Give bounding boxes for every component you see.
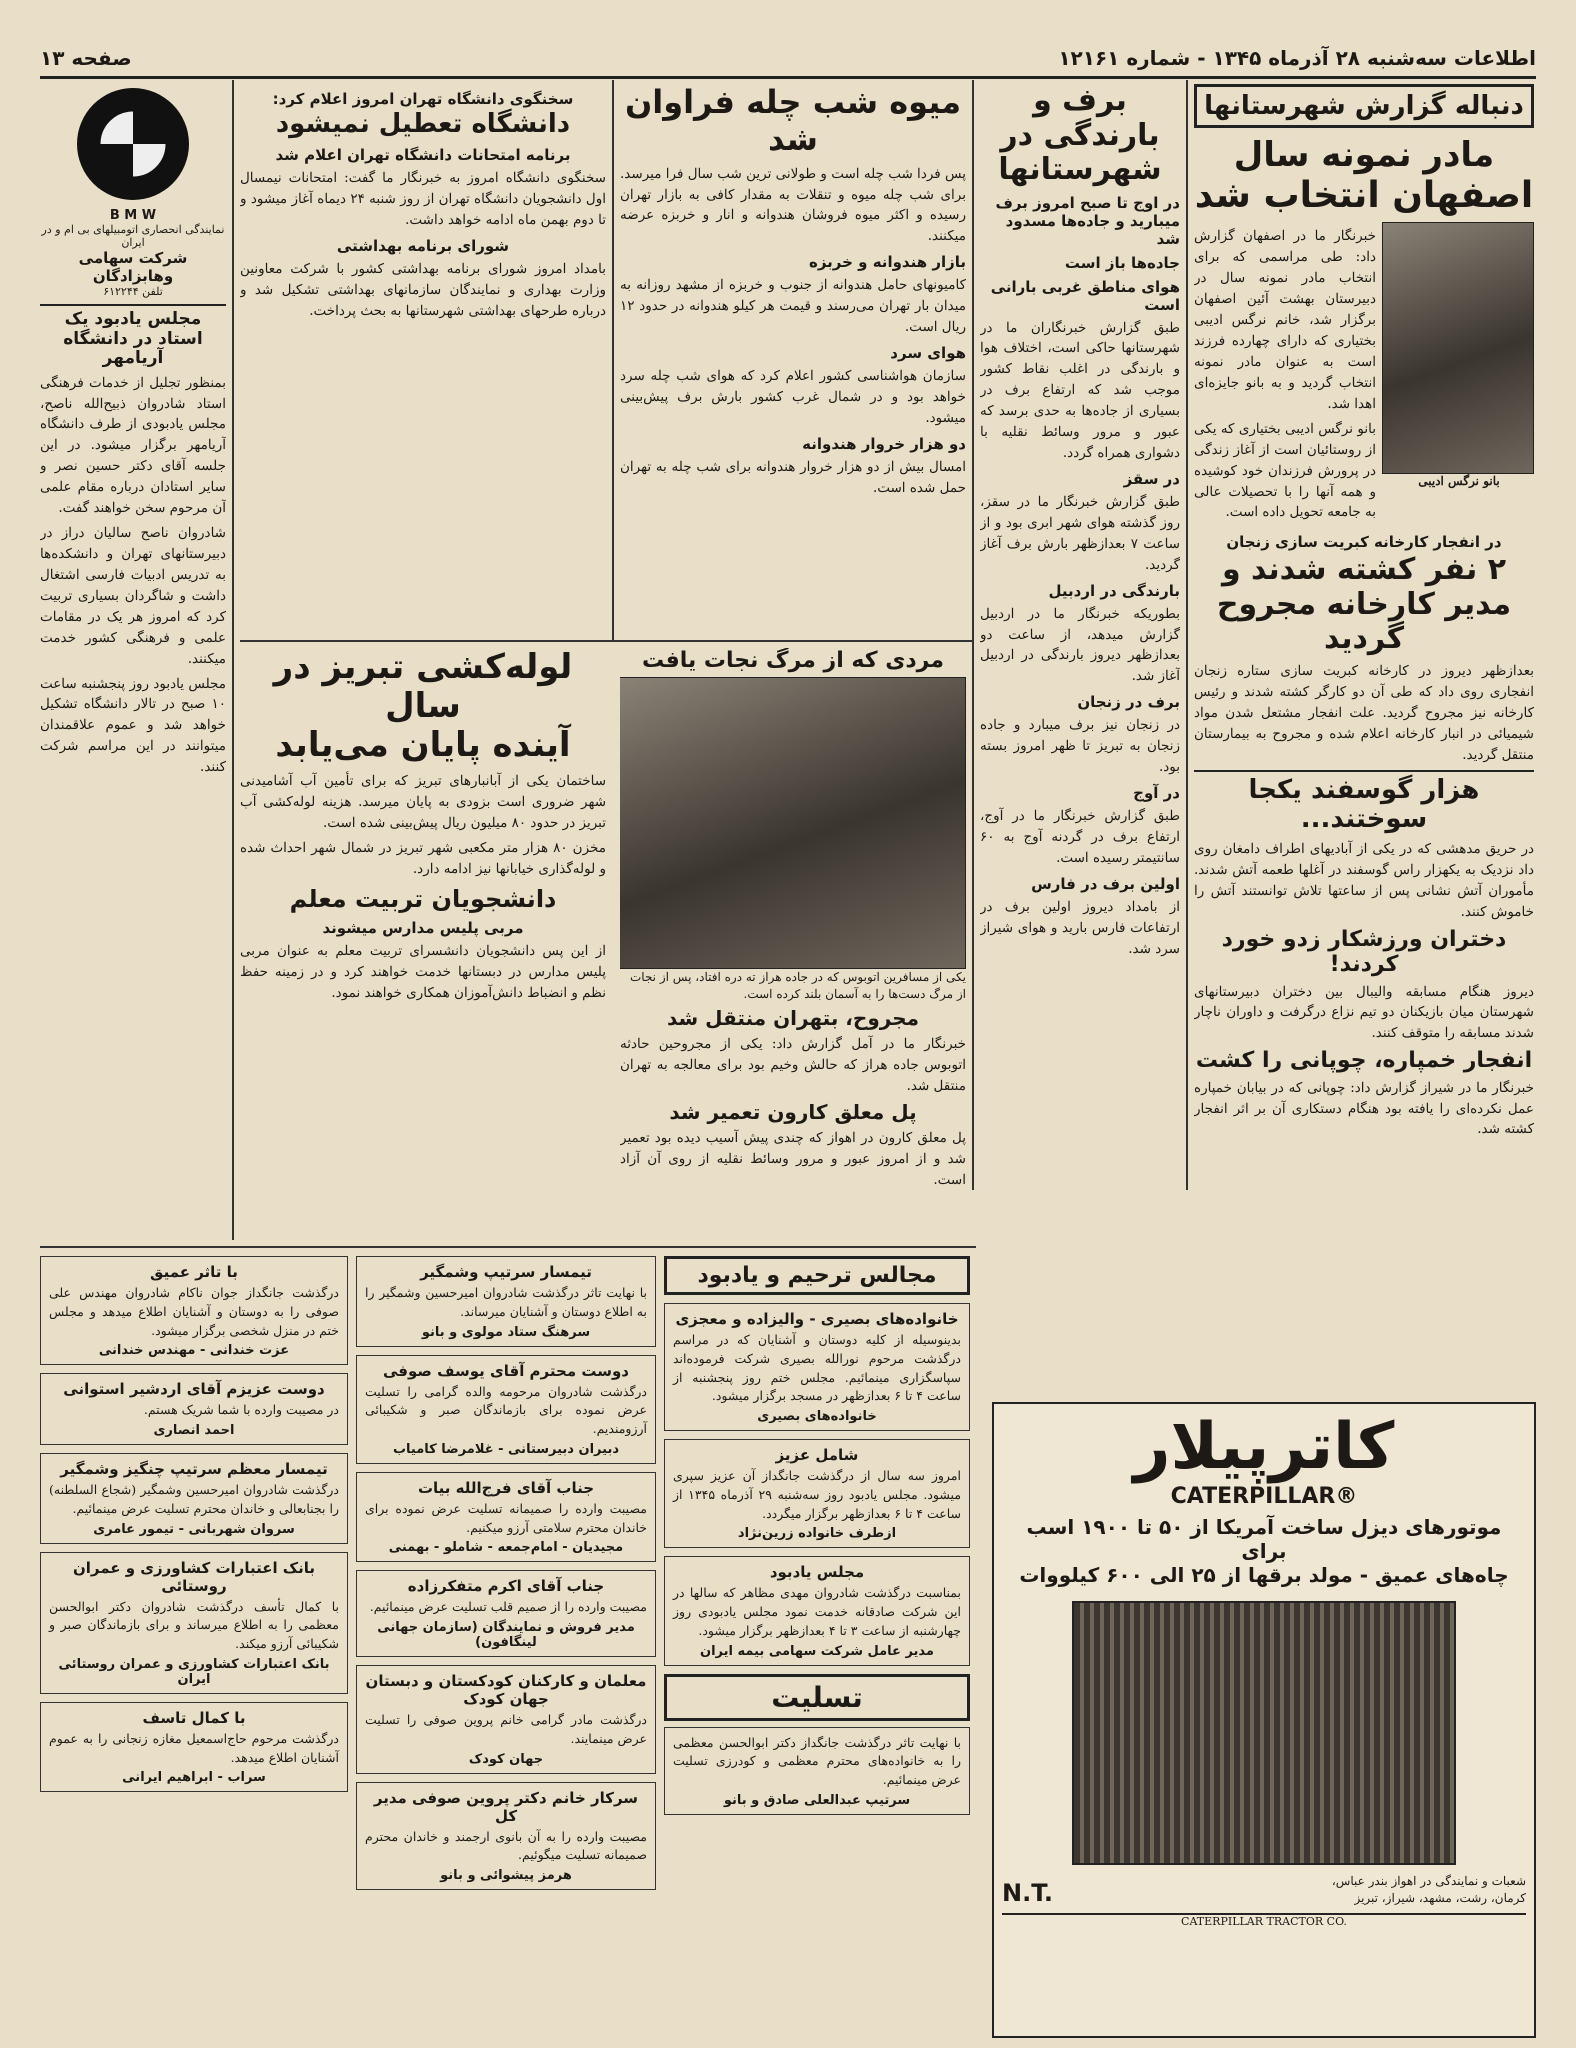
notice [356,1665,656,1774]
article-text: بمنظور تجلیل از خدمات فرهنگی استاد شادروان ذبیح‌الله ناصح، مجلس یادبودی از طرف دانشگاه آریامهر برگزار میشود. در این جلسه آقای دکتر حسین نصر و سایر استادان درباره مقام علمی آن مرحوم سخن خواهند گفت. [40,374,226,517]
masthead [40,40,1536,79]
notice [664,1303,970,1431]
column-snow [980,84,1180,1244]
bullet: در اوج تا صبح امروز برف میبارید و جاده‌ها مسدود شد [995,193,1180,248]
article-text: خبرنگار ما در اصفهان گزارش داد: طی مراسمی که برای انتخاب مادر نمونه سال در دبیرستان بهشت آئین اصفهان برگزار شد، خانم نرگس ادیبی بختیاری که دارای چهارده فرزند است به عنوان مادر نمونه انتخاب گردید و به بانو جایزه‌ای اهدا شد. [1194,228,1376,412]
notice [356,1355,656,1464]
notice [40,1256,348,1365]
column-rule [972,80,974,1190]
notice-title: خانواده‌های بصیری - والیزاده و معجزی [675,1310,959,1328]
notice-body: مصیبت وارده را صمیمانه تسلیت عرض نموده برای خاندان محترم سلامتی آرزو میکنیم. [365,1500,647,1535]
column-fruit [620,84,966,634]
notice-body: درگذشت شادروان امیرحسین وشمگیر (شجاع السلطنه) را بجنابعالی و خاندان محترم تسلیت عرض مینمائیم. [49,1482,339,1516]
headline-mortar: انفجار خمپاره، چوپانی را کشت [1195,1048,1533,1074]
headline-snow: برف و بارندگی در شهرستانها [998,84,1162,187]
ad-footer: CATERPILLAR TRACTOR CO. [1002,1913,1526,1928]
article-text: از این پس دانشجویان دانشسرای تربیت معلم به عنوان مربی پلیس مدارس در دبستانها خدمت خواهند کرد و در زمینه حفظ نظم و انضباط دانش‌آموزان همکاری خواهند نمود. [240,943,606,1002]
notice-title: تیمسار معظم سرتیپ چنگیز وشمگیر [60,1460,328,1478]
article-text: شادروان ناصح سالیان دراز در دبیرستانهای تهران و دانشکده‌ها به تدریس ادبیات فارسی اشتغال داشت و شاگردان بسیاری تربیت کرد که امروز هر یک در مقامات علمی و فرهنگی کشور خدمت میکنند. [40,525,226,667]
engine-image [1072,1601,1456,1865]
bmw-address: نمایندگی انحصاری اتومبیلهای بی ام و در ایران [41,223,225,249]
notice [356,1782,656,1891]
bmw-ad [40,84,226,298]
headline-students: دانشجویان تربیت معلم [289,884,557,913]
article-text: مخزن ۸۰ هزار متر مکعبی شهر تبریز در شمال شهر احداث شده و لوله‌گذاری خیابانها نیز ادامه دارد. [240,840,606,877]
university-kicker: سخنگوی دانشگاه تهران امروز اعلام کرد: [272,90,574,108]
condolence-banner: تسلیت [664,1674,970,1721]
notice-title: بانک اعتبارات کشاورزی و عمران روستائی [72,1558,316,1595]
column-provinces [1194,84,1534,1254]
notice-title: مجلس یادبود [769,1563,865,1582]
article-text: کامیونهای حامل هندوانه از جنوب و خربزه از مشهد روزانه به میدان بار تهران می‌رسند و قیمت هر کیلو هندوانه در حدود ۱۲ ریال است. [620,277,966,336]
bmw-logo-icon [73,84,193,204]
headline-memorial: مجلس یادبود یک استاد در دانشگاه آریامهر [63,309,203,369]
notice-title: معلمان و کارکنان کودکستان و دبستان جهان کودک [365,1672,647,1708]
notice-title: شامل عزیز [775,1446,859,1464]
ad-brand: CATERPILLAR® [1170,1484,1358,1509]
subheading: دو هزار خروار هندوانه [802,434,966,453]
notice-title: با تاثر عمیق [150,1263,238,1281]
notice-body: با کمال تأسف درگذشت شادروان دکتر ابوالحسن معظمی را به اطلاع میرساند و برای بازماندگان صبر و شکیبائی آرزو میکند. [49,1598,339,1651]
notice-sign: عزت خندانی - مهندس خندانی [98,1343,290,1359]
notice-body: درگذشت جانگداز جوان ناکام شادروان مهندس علی صوفی را به دوستان و آشنایان اطلاع میدهد و مجلس ختم در منزل شخصی برگزار میشود. [49,1285,339,1338]
notice-sign: مجیدیان - امام‌جمعه - شاملو - بهمنی [388,1540,624,1556]
notice-title: سرکار خانم دکتر پروین صوفی مدیر کل [373,1788,639,1825]
notice [40,1702,348,1793]
notice [356,1472,656,1563]
column-university [240,84,606,634]
rescue-photo [620,677,966,969]
notice-body: با نهایت تاثر درگذشت شادروان امیرحسین وشمگیر را به اطلاع دوستان و آشنایان میرساند. [365,1285,647,1319]
article-text: سازمان هواشناسی کشور اعلام کرد که هوای شب چله سرد خواهد بود و در شمال غرب کشور بارش برف پیش‌بینی میشود. [620,368,966,426]
bmw-brand: B M W [109,208,157,223]
article-text: پل معلق کارون در اهواز که چندی پیش آسیب دیده بود تعمیر شد و از امروز عبور و مرور وسائط نقلیه از روی آن آزاد است. [620,1129,966,1188]
memorial-banner: مجالس ترحیم و یادبود [664,1256,970,1295]
article-text: خبرنگار ما در آمل گزارش داد: یکی از مجروحین حادثه اتوبوس جاده هراز که حالش وخیم بود برای معالجه به تهران منتقل شد. [620,1035,966,1094]
headline-zanjan-explosion: ۲ نفر کشته شدند و مدیر کارخانه مجروح گردید [1216,552,1512,657]
column-tabriz [240,648,606,1238]
notice-sign: مدیر عامل شرکت سهامی بیمه ایران [700,1643,934,1659]
subheading: بازار هندوانه و خربزه [808,253,966,272]
subheading: بارندگی در اردبیل [1048,581,1180,600]
column-rule [612,80,614,640]
headline-tabriz-2: آینده پایان می‌یابد [275,725,571,766]
article-text: پس فردا شب چله است و طولانی ترین شب سال فرا میرسد. برای شب چله میوه و تنقلات به مقدار کافی به بازار تهران رسیده و اکثر میوه فروشان هندوانه و انار و خربزه عرضه میکنند. [620,165,966,245]
notice-sign: سراب - ابراهیم ایرانی [122,1770,266,1786]
headline-isfahan: اصفهان انتخاب شد [1194,175,1534,217]
bmw-company: شرکت سهامی وهابزادگان [78,249,188,285]
subheading: در آوج [1133,784,1180,803]
notice-sign: هرمز پیشوائی و بانو [440,1868,572,1883]
article-text: از بامداد دیروز اولین برف در ارتفاعات فارس بارید و هوای شیراز سرد شد. [980,898,1180,957]
notice-sign: خانواده‌های بصیری [757,1409,877,1424]
notice-body: در مصیبت وارده با شما شریک هستم. [143,1402,339,1418]
page-number: صفحه ۱۳ [40,46,132,70]
headline-girls-fight: دختران ورزشکار زدو خورد کردند! [1221,926,1507,978]
notice [356,1570,656,1657]
notice-sign: بانک اعتبارات کشاورزی و عمران روستائی ایران [58,1656,330,1687]
notice-title: جناب آقای فرج‌الله بیات [417,1478,595,1497]
notice-body: درگذشت مادر گرامی خانم پروین صوفی را تسلیت عرض مینمایند. [365,1712,647,1746]
notice-sign: جهان کودک [468,1751,544,1767]
article-text: بطوریکه خبرنگار ما در اردبیل گزارش میدهد، از ساعت دو بعدازظهر دیروز بارندگی در اردبیل آغاز شد. [980,605,1180,685]
headline-model-mother: مادر نمونه سال [1233,135,1495,175]
notice-title: با کمال تاسف [142,1708,246,1727]
section-rule [40,1246,976,1248]
notice [664,1556,970,1665]
headline-karun-bridge: پل معلق کارون تعمیر شد [669,1099,917,1124]
notice-title: تیمسار سرتیپ وشمگیر [420,1263,592,1281]
column-rule [1186,80,1188,1190]
notice [40,1453,348,1544]
article-text: بامداد امروز شورای برنامه بهداشتی کشور با شرکت معاونین وزارت بهداری و نمایندگان سازمانهای بهداشتی تشکیل شد و درباره طرحهای بهداشتی شهرستانها به بحث پرداخت. [240,260,606,319]
headline-rescue: مردی که از مرگ نجات یافت [642,648,944,673]
notice [40,1552,348,1694]
issue-info: اطلاعات سه‌شنبه ۲۸ آذرماه ۱۳۴۵ - شماره ۱۲۱۶۱ [1058,46,1536,70]
caterpillar-ad [992,1402,1536,2038]
article-text: طبق گزارش خبرنگار ما در سقز، روز گذشته هوای شهر ابری بود و از ساعت ۷ بعدازظهر بارش برف آغاز گردید. [980,493,1180,573]
article-text: در زنجان نیز برف میبارد و جاده زنجان به تبریز تا ظهر امروز بسته بود. [980,717,1180,776]
section-rule [240,640,972,642]
subheading: اولین برف در فارس [1031,874,1180,893]
column-left [40,84,226,1244]
ad-contact: شعبات و نمایندگی در اهواز بندر عباس، کرمان، رشت، مشهد، شیراز، تبریز [1331,1874,1526,1905]
subheading: هوای سرد [890,344,966,363]
article-text: طبق گزارش خبرنگار ما در آوج، ارتفاع برف در گردنه آوج به ۶۰ سانتیمتر رسیده است. [980,808,1180,866]
notice-body: امروز سه سال از درگذشت جانگداز آن عزیز سپری میشود. مجلس یادبود روز سه‌شنبه ۲۹ آذرماه ۱۳۴۵ از ساعت ۴ تا ۶ بعدازظهر برگزار میگردد. [673,1468,962,1521]
bullet: هوای مناطق غربی بارانی است [990,277,1180,314]
ad-logo: N.T. [1002,1878,1054,1907]
bmw-phone: تلفن ۶۱۲۲۴۴ [103,285,163,298]
mother-photo [1382,222,1534,474]
rescue-caption: یکی از مسافرین اتوبوس که در جاده هراز ته دره افتاد، پس از نجات از مرگ دست‌ها را به آسمان بلند کرده است. [629,970,966,1002]
article-text: سخنگوی دانشگاه امروز به خبرنگار ما گفت: امتحانات نیمسال اول دانشجویان دانشگاه تهران از روز شنبه ۲۴ دیماه آغاز میشود و تا دوم بهمن ماه ادامه خواهد داشت. [240,169,606,228]
article-text: خبرنگار ما در شیراز گزارش داد: چوپانی که در بیابان خمپاره عمل نکرده‌ای را یافته بود هنگام دستکاری آن بر اثر انفجار کشته شد. [1194,1079,1534,1138]
notice-sign: دبیران دبیرستانی - غلامرضا کامیاب [392,1441,620,1457]
subheading: برف در زنجان [1077,693,1180,712]
headline-zanjan-kicker: در انفجار کارخانه کبریت سازی زنجان [1226,533,1502,552]
headline-sheep-fire: هزار گوسفند یکجا سوختند... [1194,770,1534,836]
article-text: مجلس یادبود روز پنجشنبه ساعت ۱۰ صبح در تالار دانشگاه تشکیل خواهد شد و عموم علاقمندان میتوانند در این مراسم شرکت کنند. [40,675,226,776]
notice-title: دوست محترم آقای یوسف صوفی [383,1361,629,1380]
article-text: امسال بیش از دو هزار خروار هندوانه برای شب چله به تهران حمل شده است. [620,458,966,496]
headline-fruit: میوه شب چله فراوان شد [624,84,962,158]
article-text: طبق گزارش خبرنگاران ما در شهرستانها حاکی است، اختلاف هوا و بارندگی در اغلب نقاط کشور موجب شد که ارتفاع برف در بسیاری از جاده‌ها به حدی برسد که عبور و مرور وسائط نقلیه با دشواری همراه گردد. [980,319,1180,462]
bullet: جاده‌ها باز است [1064,253,1180,272]
ad-title: کاترپیلار [1133,1410,1395,1484]
article-text: بانو نرگس ادیبی بختیاری که یکی از روستائیان است از آغاز زندگی در پرورش فرزندان خود کوشیده و همه آنها را با تحصیلات عالی به جامعه تحویل داده است. [1194,420,1376,521]
headline-university: دانشگاه تعطیل نمیشود [275,109,571,139]
notice-sign: ازطرف خانواده زرین‌نژاد [737,1526,897,1542]
subheading: مربی پلیس مدارس میشوند [322,919,524,938]
notice-body: بدینوسیله از کلیه دوستان و آشنایان که در مراسم درگذشت مرحوم نورالله بصیری شرکت فرموده‌اند سپاسگزاری مینمائیم. مجلس ختم روز پنجشنبه از ساعت ۴ تا ۶ بعدازظهر در مسجد برگزار میشود. [673,1332,961,1404]
notice [664,1439,970,1548]
notice-sign: مدیر فروش و نمایندگان (سازمان جهانی لینگافون) [377,1620,635,1650]
column-rule [232,80,234,1240]
notice-body: مصیبت وارده را به آن بانوی ارجمند و خاندان محترم صمیمانه تسلیت میگوئیم. [365,1828,647,1863]
headline-injured: مجروح، بتهران منتقل شد [667,1005,919,1030]
ad-line2: چاه‌های عمیق - مولد برقها از ۲۵ الی ۶۰۰ کیلووات [1019,1563,1509,1587]
notice-body: مصیبت وارده را از صمیم قلب تسلیت عرض مینمائیم. [369,1599,647,1615]
notice-body: با نهایت تاثر درگذشت جانگداز دکتر ابوالحسن معظمی را به خانواده‌های محترم معظمی و کودرزی تسلیت عرض مینمائیم. [673,1734,961,1787]
notice-body: درگذشت شادروان مرحومه والده گرامی را تسلیت عرض نموده برای بازماندگان صبر و شکیبائی آرزومندیم. [365,1383,647,1436]
obits-left [40,1256,348,2026]
notice-sign: سرتیپ عبدالعلی صادق و بانو [723,1792,911,1808]
notice-sign: سرهنگ ستاد مولوی و بانو [421,1324,591,1340]
article-text: ساختمان یکی از آبانبارهای تبریز که برای تأمین آب آشامیدنی شهر ضروری است بزودی به پایان میرسد. هزینه لوله‌کشی آب تبریز در حدود ۸۰ میلیون ریال پیش‌بینی شده است. [240,773,606,832]
headline-tabriz: لوله‌کشی تبریز در سال [273,648,573,727]
university-subhead: برنامه امتحانات دانشگاه تهران اعلام شد [275,145,571,164]
notice [356,1256,656,1347]
mother-photo-caption: بانو نرگس ادیبی [1418,474,1500,489]
column-rescue [620,648,966,1238]
article-text: دیروز هنگام مسابقه والیبال بین دختران دبیرستانهای شهرستان میان بازیکنان دو تیم نزاع درگرفت و داوران ناچار شدند مسابقه را متوقف کنند. [1194,983,1534,1042]
notice [40,1373,348,1445]
notice [664,1727,970,1815]
subheading: شورای برنامه بهداشتی [336,236,510,255]
notice-title: جناب آقای اکرم متفکرزاده [407,1577,605,1596]
notice-body: درگذشت مرحوم حاج‌اسمعیل مغازه زنجانی را به عموم آشنایان اطلاع میدهد. [49,1730,339,1765]
ad-line1: موتورهای دیزل ساخت آمریکا از ۵۰ تا ۱۹۰۰ اسب برای [1026,1515,1502,1563]
provinces-banner: دنباله گزارش شهرستانها [1194,84,1534,128]
obits-right [664,1256,970,2026]
notice-sign: احمد انصاری [153,1423,235,1438]
notice-title: دوست عزیزم آقای اردشیر استوانی [63,1380,325,1399]
notice-sign: سروان شهربانی - تیمور عامری [93,1521,295,1537]
subheading: در سقز [1123,469,1180,488]
obits-middle [356,1256,656,2026]
article-text: بعدازظهر دیروز در کارخانه کبریت سازی ستاره زنجان انفجاری روی داد که طی آن دو کارگر کشته شدند و رئیس کارخانه نیز مجروح گردید. علت انفجار مشتعل شدن مواد شیمیائی در انبار کارخانه اعلام شده و مجروح به بیمارستان منتقل گردید. [1194,662,1534,763]
notice-body: بمناسبت درگذشت شادروان مهدی مظاهر که سالها در این شرکت صادقانه خدمت نمود مجلس یادبودی روز چهارشنبه از ساعت ۳ تا ۴ بعدازظهر برگزار میشود. [673,1585,961,1638]
article-text: در حریق مدهشی که در یکی از آبادیهای اطراف دامغان روی داد نزدیک به یکهزار راس گوسفند در آغلها طعمه آتش شدند. مأموران آتش نشانی پس از ساعتها تلاش توانستند آتش را خاموش کنند. [1194,841,1534,921]
